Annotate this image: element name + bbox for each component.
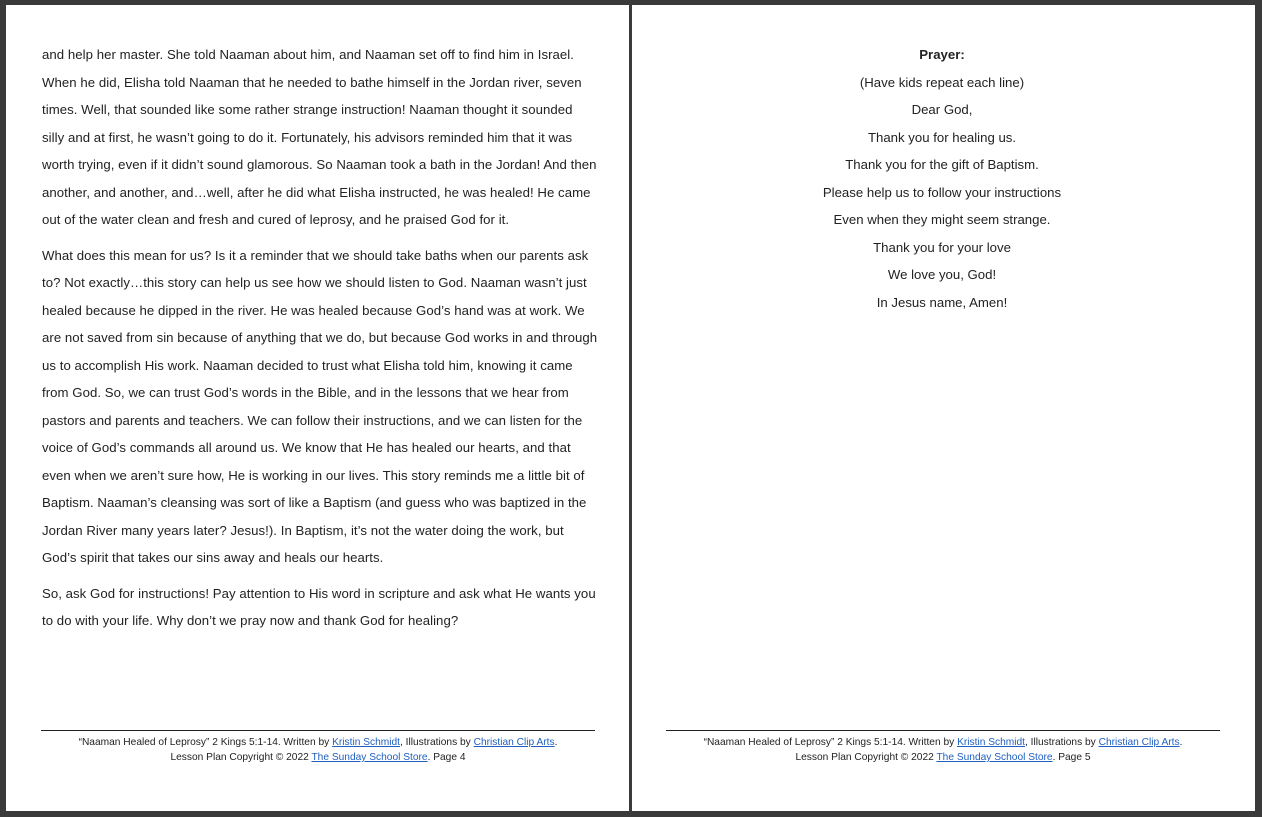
prayer-title: Prayer: (919, 47, 965, 62)
author-link[interactable]: Kristin Schmidt (332, 737, 400, 748)
prayer-section (632, 41, 1252, 316)
footer-copyright-row (41, 750, 595, 765)
prayer-line: Dear God, (911, 102, 973, 117)
footer-title-text: “Naaman Healed of Leprosy” 2 Kings 5:1-14. Written by (78, 737, 333, 748)
footer-page-number: . Page 5 (1052, 752, 1091, 763)
footer-page-number: . Page 4 (427, 752, 466, 763)
author-link[interactable]: Kristin Schmidt (957, 737, 1025, 748)
prayer-line: (Have kids repeat each line) (859, 74, 1025, 90)
illustrator-link[interactable]: Christian Clip Arts (473, 737, 555, 748)
store-link[interactable]: The Sunday School Store (936, 752, 1053, 763)
prayer-line: Thank you for the gift of Baptism. (845, 157, 1039, 172)
prayer-line: Thank you for healing us. (867, 129, 1017, 145)
page-footer (666, 730, 1220, 765)
footer-copyright-text: Lesson Plan Copyright © 2022 (795, 752, 937, 763)
footer-credits-row (666, 735, 1220, 750)
footer-copyright-row (666, 750, 1220, 765)
footer-illustrations-text: , Illustrations by (1025, 737, 1099, 748)
footer-period: . (1179, 737, 1183, 748)
page-footer (41, 730, 595, 765)
paragraph-story: and help her master. She told Naaman about him, and Naaman set off to find him in Israel. When he did, Elisha told Naaman that he needed to bathe himself in the Jordan river, seven times. Well, that sounded like some rather strange instruction! Naaman thought it sounded silly and at first, he wasn’t going to do it. Fortunately, his advisors reminded him that it was worth trying, even if it didn’t sound glamorous. So Naaman took a bath in the Jordan! And then another, and another, and…well, after he did what Elisha instructed, he was healed! He came out of the water clean and fresh and cured of leprosy, and he praised God for it. (42, 47, 597, 227)
footer-credits-row (41, 735, 595, 750)
prayer-line: We love you, God! (887, 267, 997, 282)
footer-title-text: “Naaman Healed of Leprosy” 2 Kings 5:1-14. Written by (703, 737, 958, 748)
page-5 (632, 5, 1255, 811)
prayer-line: In Jesus name, Amen! (876, 294, 1008, 310)
footer-period: . (554, 737, 558, 748)
prayer-line: Please help us to follow your instructions (822, 184, 1062, 200)
prayer-line: Thank you for your love (873, 239, 1011, 255)
footer-illustrations-text: , Illustrations by (400, 737, 474, 748)
lesson-body-text (42, 41, 598, 643)
footer-copyright-text: Lesson Plan Copyright © 2022 (170, 752, 312, 763)
store-link[interactable]: The Sunday School Store (311, 752, 428, 763)
illustrator-link[interactable]: Christian Clip Arts (1098, 737, 1180, 748)
page-4 (6, 5, 629, 811)
prayer-line: Even when they might seem strange. (833, 212, 1051, 227)
paragraph-meaning: What does this mean for us? Is it a reminder that we should take baths when our parents ask to? Not exactly…this story can help us see how we should listen to God. Naaman wasn’t just healed because he dipped in the river. He was healed because God’s hand was at work. We are not saved from sin because of anything that we do, but because God works in and through us to accomplish His work. Naaman decided to trust what Elisha told him, knowing it came from God. So, we can trust God’s words in the Bible, and in the lessons that we hear from pastors and parents and teachers. We can follow their instructions, and we can listen for the voice of God’s commands all around us. We know that He has healed our hearts, and that even when we aren’t sure how, He is working in our lives. This story reminds me a little bit of Baptism. Naaman’s cleansing was sort of like a Baptism (and guess who was baptized in the Jordan River many years later? Jesus!). In Baptism, it’s not the water doing the work, but God’s spirit that takes our sins away and heals our hearts. (42, 247, 598, 565)
paragraph-closing: So, ask God for instructions! Pay attention to His word in scripture and ask what He wants you to do with your life. Why don’t we pray now and thank God for healing? (42, 585, 596, 628)
